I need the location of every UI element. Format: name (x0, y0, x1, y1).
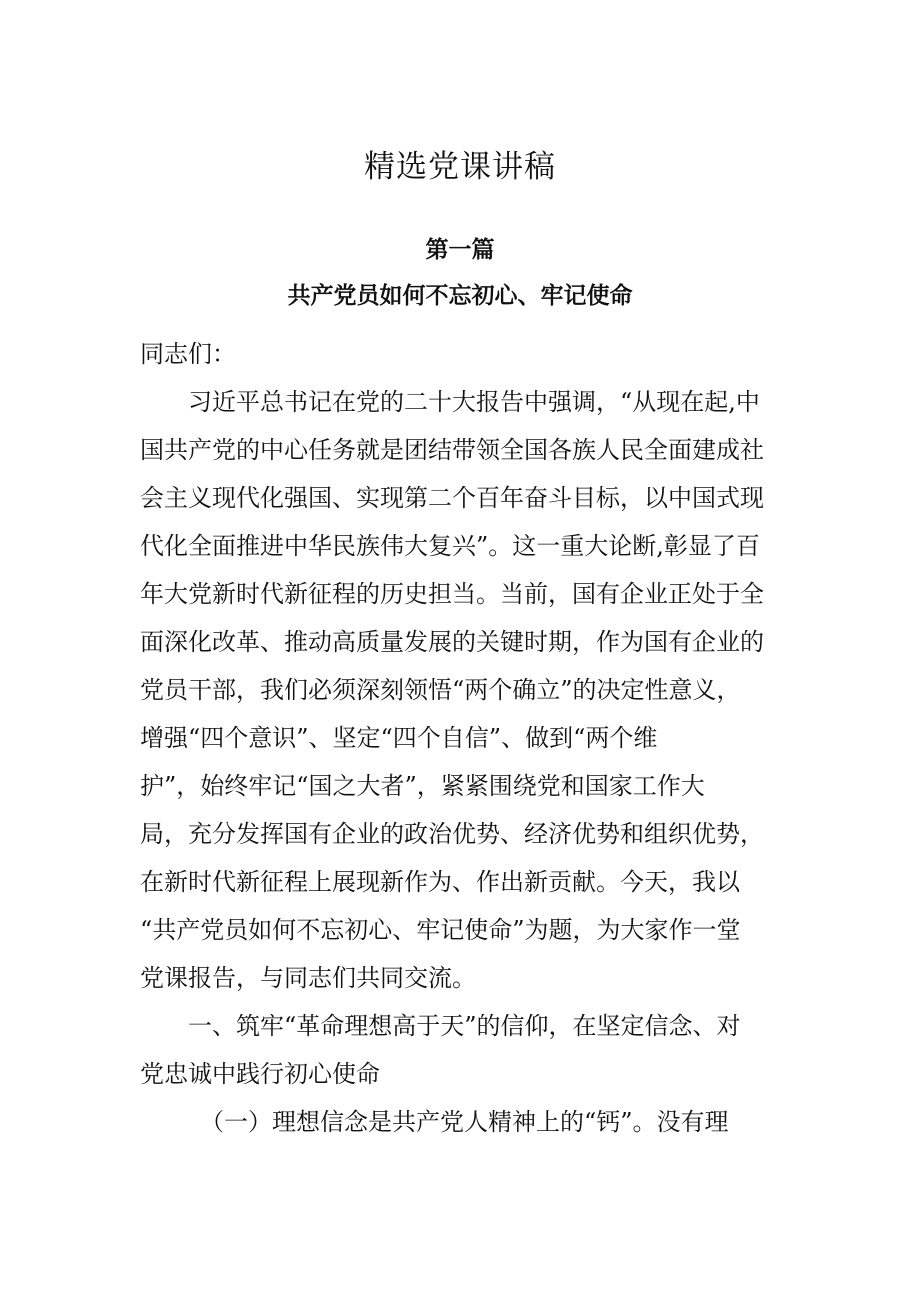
heading-line: 一、筑牢“革命理想高于天”的信仰，在坚定信念、对 (140, 1012, 741, 1040)
paragraph-line: 习近平总书记在党的二十大报告中强调，“从现在起,中 (140, 388, 760, 416)
section-label: 第一篇 (425, 237, 495, 263)
salutation: 同志们： (140, 340, 236, 368)
paragraph-line: 增强“四个意识”、坚定“四个自信”、做到“两个维 (140, 724, 658, 752)
paragraph-line: 会主义现代化强国、实现第二个百年奋斗目标，以中国式现 (140, 484, 764, 512)
paragraph-line: 护”，始终牢记“国之大者”，紧紧围绕党和国家工作大 (140, 772, 705, 800)
paragraph-line: 党员干部，我们必须深刻领悟“两个确立”的决定性意义， (140, 676, 741, 704)
paragraph-line: “共产党员如何不忘初心、牢记使命”为题，为大家作一堂 (140, 916, 741, 944)
subheading-line: （一）理想信念是共产党人精神上的“钙”。没有理 (140, 1108, 729, 1136)
paragraph-line: 年大党新时代新征程的历史担当。当前，国有企业正处于全 (140, 580, 764, 608)
section-subtitle: 共产党员如何不忘初心、牢记使命 (287, 283, 633, 309)
paragraph-line: 局，充分发挥国有企业的政治优势、经济优势和组织优势， (140, 820, 764, 848)
heading-line: 党忠诚中践行初心使命 (140, 1060, 380, 1088)
document-title: 精选党课讲稿 (364, 149, 556, 185)
paragraph-line: 国共产党的中心任务就是团结带领全国各族人民全面建成社 (140, 436, 764, 464)
paragraph-line: 面深化改革、推动高质量发展的关键时期，作为国有企业的 (140, 628, 764, 656)
paragraph-line: 党课报告，与同志们共同交流。 (140, 964, 476, 992)
paragraph-line: 在新时代新征程上展现新作为、作出新贡献。今天，我以 (140, 868, 740, 896)
document-body (140, 330, 800, 1146)
paragraph-line: 代化全面推进中华民族伟大复兴”。这一重大论断,彰显了百 (140, 532, 760, 560)
